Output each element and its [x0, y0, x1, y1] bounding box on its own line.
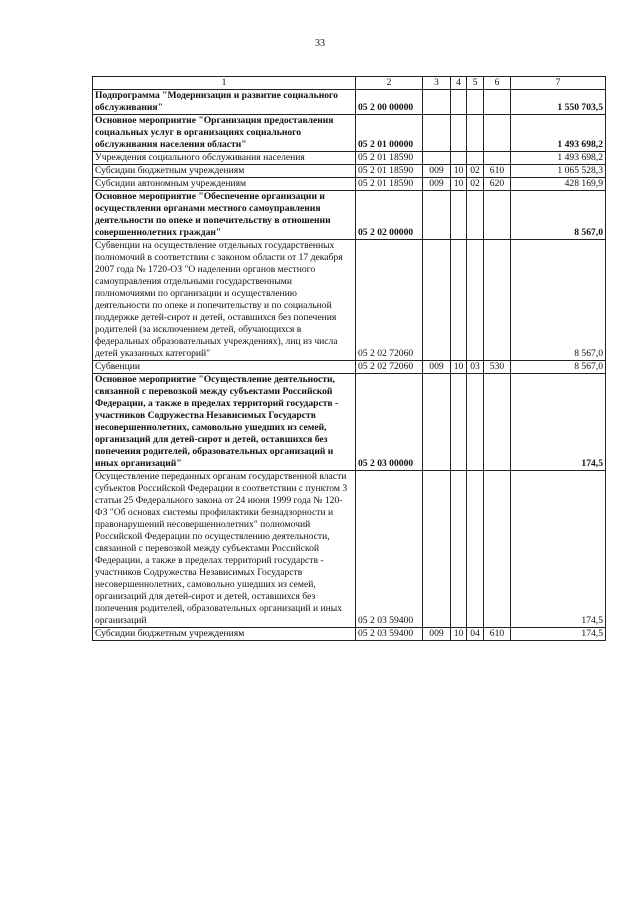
item-name-cell: Основное мероприятие "Осуществление деятельности, связанной с перевозкой между субъектами Российской Федерации, а также в пределах территорий государств - участников Содружества Независимых Государств несовершеннолетних, самовольно ушедших из семей, организаций для детей-сирот и детей, оставшихся без попечения родителей, образовательных организаций и иных организаций" — [93, 374, 356, 471]
target-article-cell: 05 2 03 00000 — [356, 374, 423, 471]
section-cell: 10 — [451, 178, 467, 191]
subsection-cell: 03 — [467, 361, 484, 374]
item-name-cell: Подпрограмма "Модернизация и развитие социального обслуживания" — [93, 90, 356, 115]
subsection-cell — [467, 115, 484, 152]
header-cell: 3 — [423, 77, 451, 90]
table-row — [93, 165, 606, 178]
item-name-cell: Субсидии бюджетным учреждениям — [93, 628, 356, 641]
department-cell — [423, 115, 451, 152]
section-cell — [451, 240, 467, 361]
expense-type-cell: 620 — [484, 178, 511, 191]
table-body — [93, 77, 606, 641]
department-cell: 009 — [423, 361, 451, 374]
target-article-cell: 05 2 01 18590 — [356, 165, 423, 178]
section-cell: 10 — [451, 628, 467, 641]
department-cell — [423, 191, 451, 240]
table-header-row — [93, 77, 606, 90]
target-article-cell: 05 2 02 00000 — [356, 191, 423, 240]
section-cell — [451, 471, 467, 628]
page-number: 33 — [315, 38, 325, 49]
amount-cell: 8 567,0 — [511, 191, 606, 240]
subsection-cell: 02 — [467, 178, 484, 191]
section-cell: 10 — [451, 165, 467, 178]
table-row — [93, 471, 606, 628]
header-cell: 1 — [93, 77, 356, 90]
department-cell — [423, 471, 451, 628]
table-row — [93, 115, 606, 152]
department-cell — [423, 374, 451, 471]
expense-type-cell: 610 — [484, 628, 511, 641]
table-row — [93, 374, 606, 471]
table-row — [93, 90, 606, 115]
table-row — [93, 361, 606, 374]
expense-type-cell — [484, 191, 511, 240]
target-article-cell: 05 2 02 72060 — [356, 361, 423, 374]
target-article-cell: 05 2 02 72060 — [356, 240, 423, 361]
expense-type-cell: 530 — [484, 361, 511, 374]
target-article-cell: 05 2 03 59400 — [356, 471, 423, 628]
expense-type-cell: 610 — [484, 165, 511, 178]
amount-cell: 174,5 — [511, 471, 606, 628]
header-cell: 7 — [511, 77, 606, 90]
item-name-cell: Учреждения социального обслуживания населения — [93, 152, 356, 165]
item-name-cell: Субвенции — [93, 361, 356, 374]
subsection-cell — [467, 191, 484, 240]
table-row — [93, 178, 606, 191]
expense-type-cell — [484, 115, 511, 152]
amount-cell: 1 493 698,2 — [511, 152, 606, 165]
amount-cell: 1 493 698,2 — [511, 115, 606, 152]
section-cell — [451, 374, 467, 471]
expense-type-cell — [484, 240, 511, 361]
subsection-cell — [467, 374, 484, 471]
item-name-cell: Осуществление переданных органам государственной власти субъектов Российской Федерации в соответствии с пунктом 3 статьи 25 Федерального закона от 24 июня 1999 года № 120-ФЗ "Об основах системы профилактики безнадзорности и правонарушений несовершеннолетних" полномочий Российской Федерации по осуществлению деятельности, связанной с перевозкой между субъектами Российской Федерации, а также в пределах территорий государств - участников Содружества Независимых Государств несовершеннолетних, самовольно ушедших из семей, организаций для детей-сирот и детей, оставшихся без попечения родителей, образовательных организаций и иных организаций — [93, 471, 356, 628]
table-row — [93, 191, 606, 240]
header-cell: 5 — [467, 77, 484, 90]
target-article-cell: 05 2 01 18590 — [356, 152, 423, 165]
section-cell — [451, 191, 467, 240]
table-row — [93, 628, 606, 641]
department-cell — [423, 90, 451, 115]
section-cell: 10 — [451, 361, 467, 374]
subsection-cell — [467, 90, 484, 115]
department-cell: 009 — [423, 628, 451, 641]
department-cell — [423, 240, 451, 361]
section-cell — [451, 115, 467, 152]
table-row — [93, 152, 606, 165]
target-article-cell: 05 2 03 59400 — [356, 628, 423, 641]
item-name-cell: Субвенции на осуществление отдельных государственных полномочий в соответствии с законом области от 17 декабря 2007 года № 1720-ОЗ "О наделении органов местного самоуправления отдельными государственными полномочиями по организации и осуществлению деятельности по опеке и попечительству и по социальной поддержке детей-сирот и детей, оставшихся без попечения родителей (за исключением детей, обучающихся в федеральных образовательных учреждениях), лиц из числа детей указанных категорий" — [93, 240, 356, 361]
header-cell: 2 — [356, 77, 423, 90]
department-cell — [423, 152, 451, 165]
target-article-cell: 05 2 01 00000 — [356, 115, 423, 152]
expense-type-cell — [484, 152, 511, 165]
amount-cell: 174,5 — [511, 628, 606, 641]
table-row — [93, 240, 606, 361]
section-cell — [451, 152, 467, 165]
subsection-cell: 04 — [467, 628, 484, 641]
item-name-cell: Субсидии бюджетным учреждениям — [93, 165, 356, 178]
expense-type-cell — [484, 471, 511, 628]
amount-cell: 1 065 528,3 — [511, 165, 606, 178]
subsection-cell — [467, 240, 484, 361]
section-cell — [451, 90, 467, 115]
target-article-cell: 05 2 00 00000 — [356, 90, 423, 115]
subsection-cell — [467, 471, 484, 628]
amount-cell: 174,5 — [511, 374, 606, 471]
subsection-cell: 02 — [467, 165, 484, 178]
department-cell: 009 — [423, 178, 451, 191]
department-cell: 009 — [423, 165, 451, 178]
subsection-cell — [467, 152, 484, 165]
amount-cell: 428 169,9 — [511, 178, 606, 191]
expense-type-cell — [484, 374, 511, 471]
expense-type-cell — [484, 90, 511, 115]
budget-table — [92, 76, 606, 641]
amount-cell: 8 567,0 — [511, 361, 606, 374]
target-article-cell: 05 2 01 18590 — [356, 178, 423, 191]
amount-cell: 8 567,0 — [511, 240, 606, 361]
header-cell: 6 — [484, 77, 511, 90]
header-cell: 4 — [451, 77, 467, 90]
item-name-cell: Основное мероприятие "Обеспечение организации и осуществления органами местного самоуправления деятельности по опеке и попечительству в отношении совершеннолетних граждан" — [93, 191, 356, 240]
item-name-cell: Субсидии автономным учреждениям — [93, 178, 356, 191]
item-name-cell: Основное мероприятие "Организация предоставления социальных услуг в организациях социального обслуживания населения области" — [93, 115, 356, 152]
amount-cell: 1 550 703,5 — [511, 90, 606, 115]
